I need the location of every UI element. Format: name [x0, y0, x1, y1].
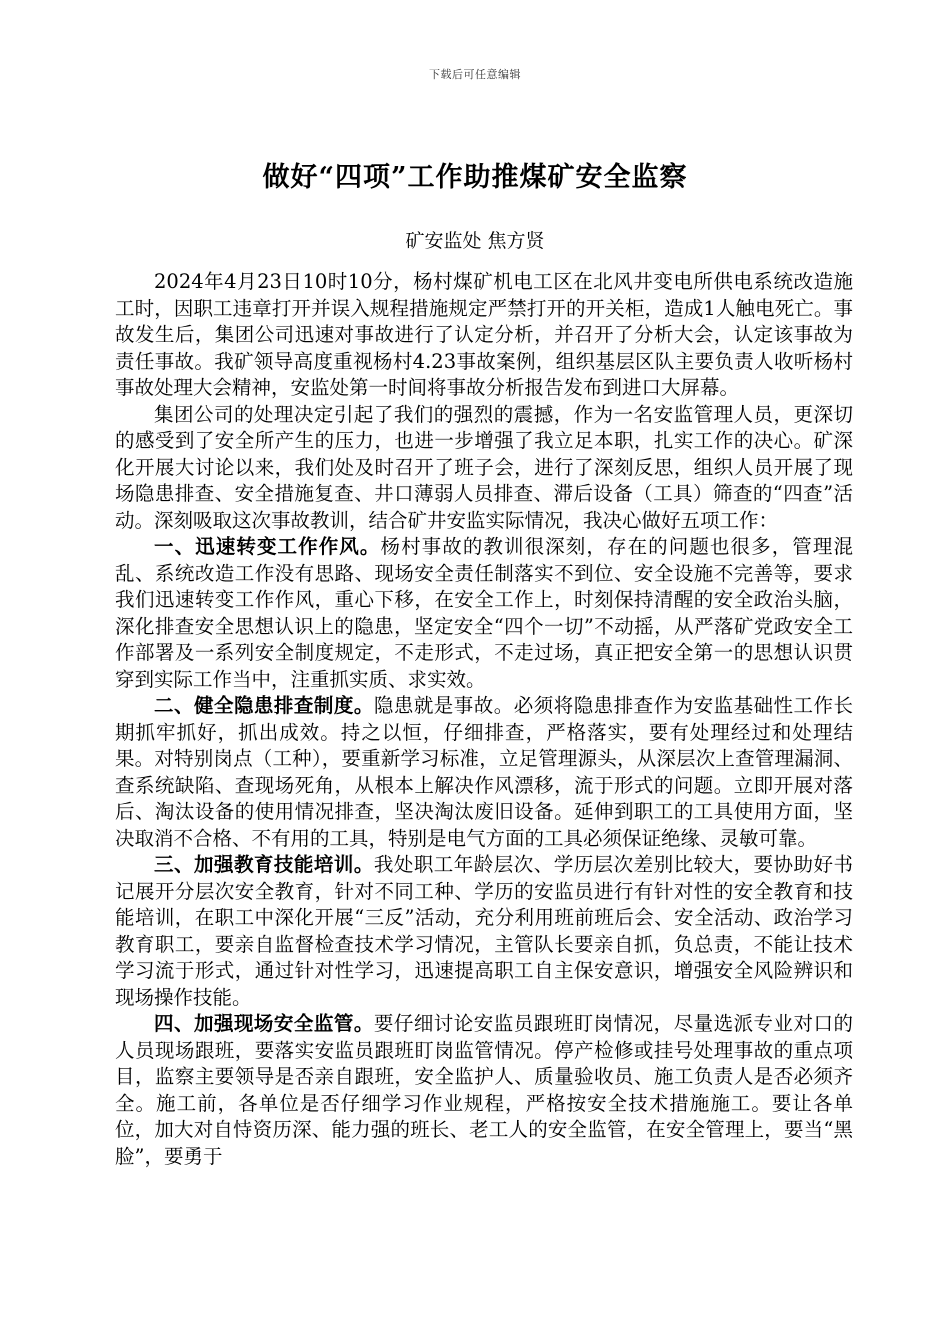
paragraph-text: 隐患就是事故。必须将隐患排查作为安监基础性工作长期抓牢抓好，抓出成效。持之以恒，仔细排查，严格落实，要有处理经过和处理结果。对特别岗点（工种），要重新学习标准，立足管理源头，从深层次上查管理漏洞、查系统缺陷、查现场死角，从根本上解决作风漂移，流于形式的问题。立即开展对落后、淘汰设备的使用情况排查，坚决淘汰废旧设备。延伸到职工的工具使用方面，坚决取消不合格、不有用的工具，特别是电气方面的工具必须保证绝缘、灵敏可靠。 [115, 694, 853, 850]
paragraph-6 [115, 1011, 853, 1170]
paragraph-lead: 二、健全隐患排查制度。 [154, 694, 374, 717]
paragraph-3 [115, 534, 853, 693]
paragraph-text: 我处职工年龄层次、学历层次差别比较大，要协助好书记展开分层次安全教育，针对不同工种、学历的安监员进行有针对性的安全教育和技能培训，在职工中深化开展“三反”活动，充分利用班前班后会、安全活动、政治学习教育职工，要亲自监督检查技术学习情况，主管队长要亲自抓，负总责，不能让技术学习流于形式，通过针对性学习，迅速提高职工自主保安意识，增强安全风险辨识和现场操作技能。 [115, 853, 853, 1009]
document-author: 矿安监处 焦方贤 [405, 230, 545, 252]
paragraph-5 [115, 852, 853, 1011]
paragraph-text: 集团公司的处理决定引起了我们的强烈的震撼，作为一名安监管理人员，更深切的感受到了安全所产生的压力，也进一步增强了我立足本职，扎实工作的决心。矿深化开展大讨论以来，我们处及时召开了班子会，进行了深刻反思，组织人员开展了现场隐患排查、安全措施复查、井口薄弱人员排查、滞后设备（工具）筛查的“四查”活动。深刻吸取这次事故教训，结合矿井安监实际情况，我决心做好五项工作： [115, 402, 853, 532]
paragraph-lead: 三、加强教育技能培训。 [154, 853, 374, 876]
paragraph-text: 2024年4月23日10时10分，杨村煤矿机电工区在北风井变电所供电系统改造施工时，因职工违章打开并误入规程措施规定严禁打开的开关柜，造成1人触电死亡。事故发生后，集团公司迅速对事故进行了认定分析，并召开了分析大会，认定该事故为责任事故。我矿领导高度重视杨村4.23事故案例，组织基层区队主要负责人收听杨村事故处理大会精神，安监处第一时间将事故分析报告发布到进口大屏幕。 [115, 270, 853, 399]
document-title: 做好“四项”工作助推煤矿安全监察 [262, 162, 688, 193]
paragraph-lead: 一、迅速转变工作作风。 [154, 535, 381, 558]
header-note: 下载后可任意编辑 [429, 68, 521, 81]
document-body [115, 269, 853, 1170]
paragraph-text: 杨村事故的教训很深刻，存在的问题也很多，管理混乱、系统改造工作没有思路、现场安全责任制落实不到位、安全设施不完善等，要求我们迅速转变工作作风，重心下移，在安全工作上，时刻保持清醒的安全政治头脑，深化排查安全思想认识上的隐患，坚定安全“四个一切”不动摇，从严落矿党政安全工作部署及一系列安全制度规定，不走形式，不走过场，真正把安全第一的思想认识贯穿到实际工作当中，注重抓实质、求实效。 [115, 535, 853, 691]
paragraph-text: 要仔细讨论安监员跟班盯岗情况，尽量选派专业对口的人员现场跟班，要落实安监员跟班盯岗监管情况。停产检修或挂号处理事故的重点项目，监察主要领导是否亲自跟班，安全监护人、质量验收员、施工负责人是否必须齐全。施工前，各单位是否仔细学习作业规程，严格按安全技术措施施工。要让各单位，加大对自恃资历深、能力强的班长、老工人的安全监管，在安全管理上，要当“黑脸”，要勇于 [115, 1012, 853, 1168]
paragraph-lead: 四、加强现场安全监管。 [154, 1012, 374, 1035]
paragraph-4 [115, 693, 853, 852]
paragraph-2 [115, 402, 853, 535]
paragraph-1 [115, 269, 853, 402]
